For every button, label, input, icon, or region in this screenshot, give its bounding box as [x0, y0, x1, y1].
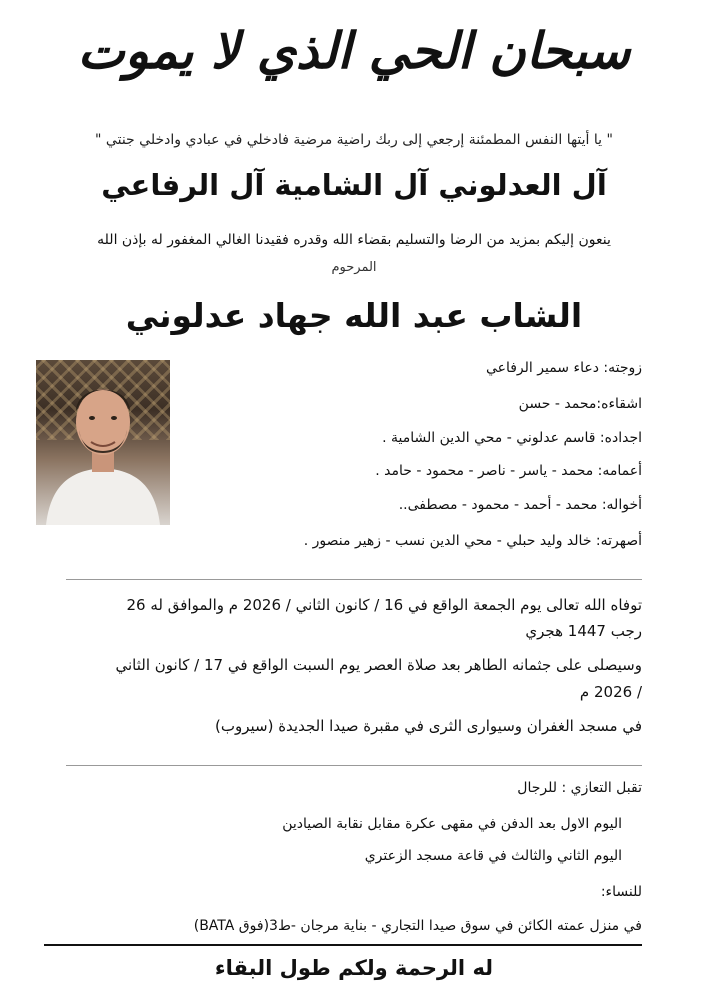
funeral-prayer-line-1: وسيصلى على جثمانه الطاهر بعد صلاة العصر يوم السبت الواقع في 17 / كانون الثاني [115, 656, 642, 674]
closing-rule [44, 944, 642, 946]
announcement-line-2: المرحوم [331, 260, 377, 275]
relative-paternal-uncles: أعمامه: محمد - ياسر - ناصر - محمود - حامد . [375, 463, 642, 479]
closing-phrase: له الرحمة ولكم طول البقاء [214, 956, 494, 980]
burial-location: في مسجد الغفران وسيوارى الثرى في مقبرة صيدا الجديدة (سيروب) [214, 717, 642, 735]
announcement-line-1: ينعون إليكم بمزيد من الرضا والتسليم بقضاء الله وقدره فقيدنا الغالي المغفور له بإذن الله [97, 232, 611, 248]
section-divider [66, 579, 642, 580]
relative-wife: زوجته: دعاء سمير الرفاعي [485, 360, 642, 376]
calligraphy-title: سبحان الحي الذي لا يموت [77, 21, 631, 80]
funeral-prayer-line-2: / 2026 م [579, 683, 642, 701]
relative-in-laws: أصهرته: خالد وليد حبلي - محي الدين نسب - زهير منصور . [303, 533, 642, 549]
relative-brothers: اشقاءه:محمد - حسن [518, 396, 642, 412]
section-divider [66, 765, 642, 766]
family-names: آل العدلوني آل الشامية آل الرفاعي [101, 168, 607, 202]
death-date-line-2: رجب 1447 هجري [525, 622, 642, 640]
condolences-men-day1: اليوم الاول بعد الدفن في مقهى عكرة مقابل نقابة الصيادين [282, 816, 622, 832]
relative-grandfathers: اجداده: قاسم عدلوني - محي الدين الشامية . [382, 430, 642, 446]
deceased-name: الشاب عبد الله جهاد عدلوني [125, 296, 583, 335]
death-date-line-1: توفاه الله تعالى يوم الجمعة الواقع في 16 / كانون الثاني / 2026 م والموافق له 26 [126, 596, 642, 614]
deceased-photo [36, 360, 170, 525]
condolences-men-label: تقبل التعازي : للرجال [517, 780, 642, 796]
quran-verse: " يا أيتها النفس المطمئنة إرجعي إلى ربك راضية مرضية فادخلي في عبادي وادخلي جنتي " [95, 132, 613, 148]
condolences-men-day23: اليوم الثاني والثالث في قاعة مسجد الزعتري [364, 848, 622, 864]
condolences-women-label: للنساء: [600, 884, 642, 900]
relative-maternal-uncles: أخواله: محمد - أحمد - محمود - مصطفى.. [398, 497, 642, 513]
condolences-women-location: في منزل عمته الكائن في سوق صيدا التجاري - بناية مرجان -ط3(فوق BATA) [193, 918, 642, 934]
